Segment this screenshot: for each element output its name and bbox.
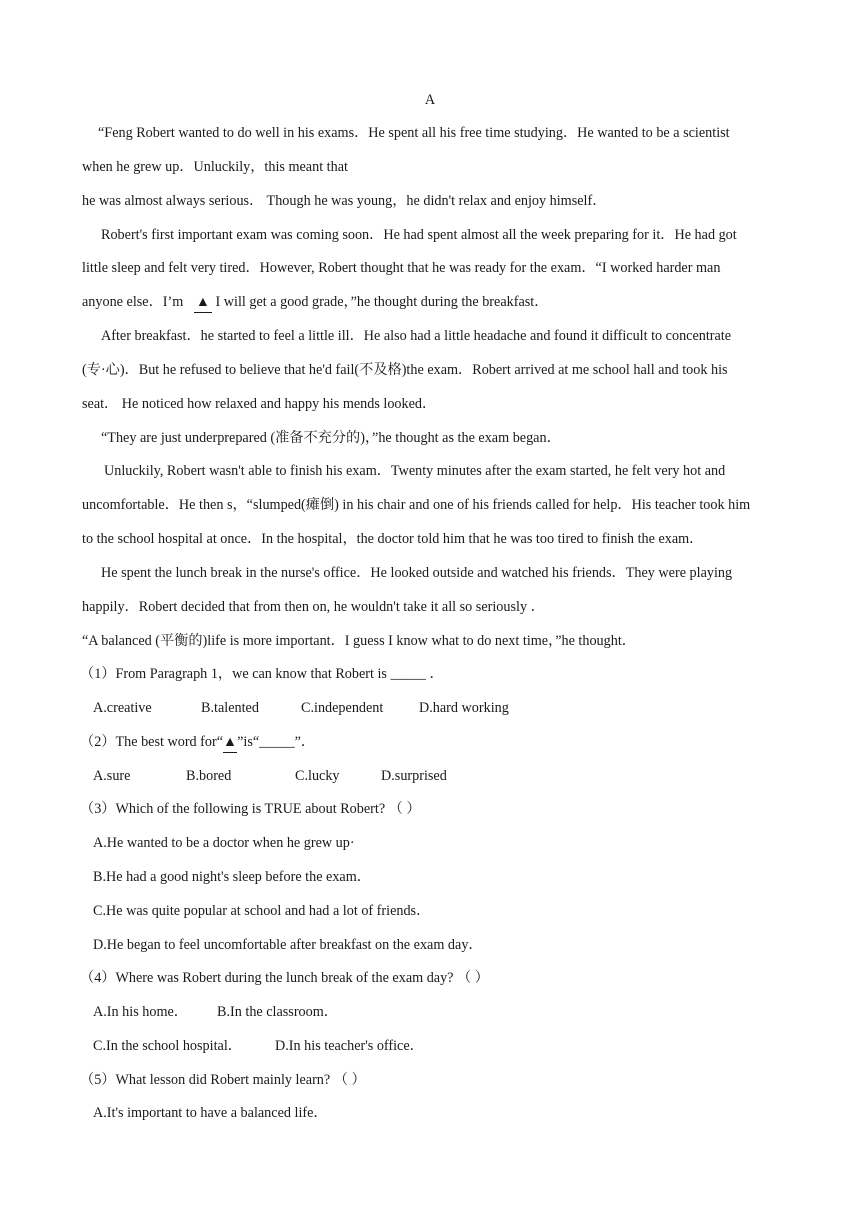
question-5-stem: （5）What lesson did Robert mainly learn? （ ） <box>80 1072 366 1088</box>
question-3-option-a: A.He wanted to be a doctor when he grew up· <box>93 835 355 851</box>
question-3-option-d: D.He began to feel uncomfortable after breakfast on the exam day． <box>93 937 483 953</box>
option-d: D.In his teacher's office． <box>275 1038 424 1054</box>
question-4-options-row-1 <box>93 1002 780 1022</box>
paragraph-5-line-1: Unluckily, Robert wasn't able to finish his exam．Twenty minutes after the exam started, he felt very hot and <box>104 463 726 479</box>
option-a: A.In his home． <box>93 1004 188 1020</box>
option-b: B.In the classroom． <box>217 1004 338 1020</box>
option-b: B.talented <box>201 700 259 716</box>
paragraph-2-line-2: little sleep and felt very tired．However, Robert thought that he was ready for the exam．“I worked harder man <box>82 260 721 276</box>
option-c: C.lucky <box>295 768 340 784</box>
question-3-option-c: C.He was quite popular at school and had a lot of friends． <box>93 903 431 919</box>
text-segment: （2）The best word for“ <box>80 734 224 750</box>
blank-marker: ▲ <box>194 292 212 313</box>
paragraph-7-line-1: “A balanced (平衡的)life is more important．I guess I know what to do next time，”he thought． <box>82 633 636 649</box>
paragraph-5-line-3: to the school hospital at once．In the hospital，the doctor told him that he was too tired to finish the exam． <box>82 531 704 547</box>
paragraph-3-line-2: (专·心)．But he refused to believe that he'd fail(不及格)the exam．Robert arrived at me school hall and took his <box>82 362 728 378</box>
passage-title: A <box>424 92 436 108</box>
question-2-options <box>93 766 780 786</box>
text-segment: anyone else．I’m <box>82 294 184 310</box>
question-1-options <box>93 698 780 718</box>
paragraph-5-line-2: uncomfortable．He then s，“slumped(瘫倒) in his chair and one of his friends called for help．His teacher took him <box>82 497 751 513</box>
option-a: A.sure <box>93 768 131 784</box>
paragraph-6-line-1: He spent the lunch break in the nurse's office．He looked outside and watched his friends．They were playing <box>101 565 733 581</box>
paragraph-6-line-2: happily．Robert decided that from then on, he wouldn't take it all so seriously ． <box>82 599 545 615</box>
paragraph-1-line-3: he was almost always serious． Though he was young，he didn't relax and enjoy himself． <box>82 193 607 209</box>
question-4-stem: （4）Where was Robert during the lunch break of the exam day? （ ） <box>80 970 489 986</box>
option-c: C.In the school hospital． <box>93 1038 242 1054</box>
blank-marker: ▲ <box>223 732 237 753</box>
paragraph-2-line-1: Robert's first important exam was coming soon．He had spent almost all the week preparing for it．He had got <box>101 227 737 243</box>
paragraph-3-line-3: seat． He noticed how relaxed and happy his mends looked． <box>82 396 437 412</box>
question-4-options-row-2 <box>93 1036 780 1056</box>
text-segment: ”is“_____”． <box>237 734 316 750</box>
option-a: A.creative <box>93 700 152 716</box>
paragraph-1-line-1: “Feng Robert wanted to do well in his exams．He spent all his free time studying．He wanted to be a scientist <box>98 125 730 141</box>
paragraph-4-line-1: “They are just underprepared (准备不充分的)，”he thought as the exam began． <box>101 430 561 446</box>
text-segment: I will get a good grade，”he thought during the breakfast． <box>215 294 549 310</box>
question-1-stem: （1）From Paragraph 1，we can know that Robert is _____ ． <box>80 666 444 682</box>
question-3-option-b: B.He had a good night's sleep before the exam． <box>93 869 371 885</box>
option-b: B.bored <box>186 768 232 784</box>
option-c: C.independent <box>301 700 384 716</box>
question-2-stem <box>80 732 780 753</box>
paragraph-3-line-1: After breakfast．he started to feel a little ill．He also had a little headache and found it difficult to concentrate <box>101 328 732 344</box>
option-d: D.surprised <box>381 768 447 784</box>
question-3-stem: （3）Which of the following is TRUE about Robert? （ ） <box>80 801 421 817</box>
paragraph-2-line-3 <box>82 292 780 313</box>
paragraph-1-line-2: when he grew up．Unluckily，this meant that <box>82 159 348 175</box>
option-d: D.hard working <box>419 700 509 716</box>
question-5-option-a: A.It's important to have a balanced life． <box>93 1105 328 1121</box>
